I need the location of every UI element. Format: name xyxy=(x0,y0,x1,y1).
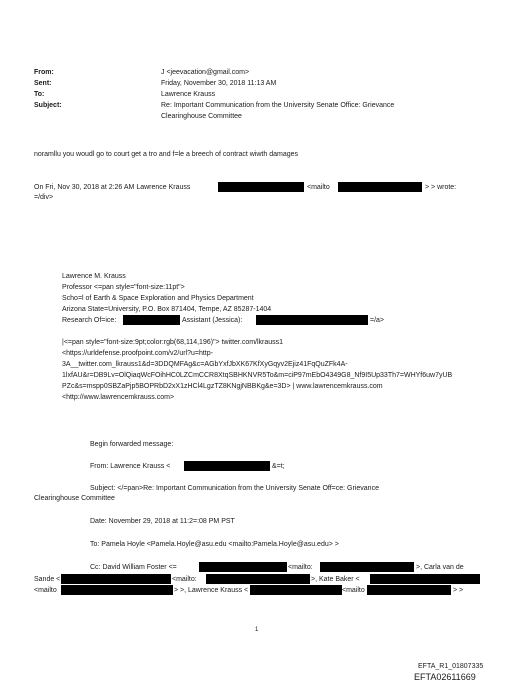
quote-header-start: On Fri, Nov 30, 2018 at 2:26 AM Lawrence Krauss xyxy=(34,184,191,191)
subject-label: Subject: xyxy=(34,102,62,109)
forwarded-cc-mailto: <mailto: xyxy=(288,564,313,571)
forwarded-cc2-kate: >, Kate Baker < xyxy=(311,576,360,583)
to-label: To: xyxy=(34,91,45,98)
signature-anchor-end: =/a> xyxy=(370,317,385,324)
redaction-box xyxy=(370,574,480,584)
forwarded-cc-end: >, Carla van de xyxy=(416,564,464,571)
forwarded-subject-line2: Clearinghouse Committee xyxy=(34,495,115,502)
reply-text: noramllu you woudl go to court get a tro and f=le a breech of contract wiwth damages xyxy=(34,151,299,158)
signature-name: Lawrence M. Krauss xyxy=(62,273,126,280)
footer-id-1: EFTA_R1_01807335 xyxy=(418,663,484,670)
redaction-box xyxy=(184,461,270,471)
twitter-line4: 1lxfAU&r=DB9Lv=OlQiaqWcFOihHC0LZCmCCR8XtqSBHKNVR5To&m=ciP97mEbO4349G8_Nf9I5Up33Th7=WHYf6uw7yUB xyxy=(62,372,453,379)
forwarded-date: Date: November 29, 2018 at 11:2=:08 PM PST xyxy=(90,518,235,525)
quote-header-wrote: > > wrote: xyxy=(425,184,457,191)
sent-label: Sent: xyxy=(34,80,52,87)
twitter-line2: <https://urldefense.proofpoint.com/v2/url?u=http- xyxy=(62,350,213,357)
redaction-box xyxy=(123,315,180,325)
forwarded-cc3-end: > > xyxy=(453,587,464,594)
forwarded-cc-start: Cc: David William Foster <= xyxy=(90,564,177,571)
forwarded-from-end: &=t; xyxy=(272,463,285,470)
footer-id-2: EFTA02611669 xyxy=(414,672,476,682)
redaction-box xyxy=(61,574,171,584)
forwarded-subject-line1: Subject: </=pan>Re: Important Communication from the University Senate Off=ce: Grievance xyxy=(90,485,379,492)
redaction-box xyxy=(367,585,451,595)
twitter-line6: <http://www.lawrencemkrauss.com> xyxy=(62,394,175,401)
redaction-box xyxy=(338,182,422,192)
page-number: 1 xyxy=(255,627,259,633)
redaction-box xyxy=(61,585,173,595)
forwarded-cc3-krauss: > >, Lawrence Krauss < xyxy=(174,587,249,594)
div-tag-text: =/div> xyxy=(34,194,54,201)
signature-school: Scho=l of Earth & Space Exploration and Physics Department xyxy=(62,295,254,302)
twitter-line5: PZc&s=mspp0SBZaPjp5BOPRbD2xX1zHCl4LgzTZ8KNgjNBBKg&e=3D> | www.lawrencemkrauss.com xyxy=(62,383,383,390)
redaction-box xyxy=(250,585,342,595)
signature-address: Arizona State=University, P.O. Box 871404, Tempe, AZ 85287-1404 xyxy=(62,306,272,313)
signature-assistant: Assistant (Jessica): xyxy=(182,317,243,324)
subject-value-line2: Clearinghouse Committee xyxy=(161,113,242,120)
from-label: From: xyxy=(34,69,54,76)
redaction-box xyxy=(206,574,310,584)
forwarded-cc2-start: Sande < xyxy=(34,576,61,583)
signature-research-office: Research Of=ice: xyxy=(62,317,117,324)
sent-value: Friday, November 30, 2018 11:13 AM xyxy=(161,80,277,87)
signature-title: Professor <=pan style="font-size:11pt"> xyxy=(62,284,185,291)
forwarded-to: To: Pamela Hoyle <Pamela.Hoyle@asu.edu <mailto:Pamela.Hoyle@asu.edu> > xyxy=(90,541,339,548)
to-value: Lawrence Krauss xyxy=(161,91,216,98)
subject-value-line1: Re: Important Communication from the University Senate Office: Grievance xyxy=(161,102,395,109)
redaction-box xyxy=(320,562,414,572)
redaction-box xyxy=(256,315,368,325)
quote-header-mailto: <mailto xyxy=(307,184,330,191)
forwarded-cc3-mailto2: <mailto xyxy=(342,587,365,594)
forwarded-begin: Begin forwarded message: xyxy=(90,441,174,448)
forwarded-cc2-mailto: <mailto: xyxy=(172,576,197,583)
redaction-box xyxy=(199,562,287,572)
redaction-box xyxy=(218,182,304,192)
twitter-line1: |<=pan style="font-size:9pt;color:rgb(68,114,196)"> twitter.com/lkrauss1 xyxy=(62,339,284,346)
from-value: J <jeevacation@gmail.com> xyxy=(161,69,250,76)
forwarded-cc3-mailto: <mailto xyxy=(34,587,57,594)
twitter-line3: 3A__twitter.com_lkrauss1&d=3DDQMFAg&c=AGbYxfJbXK67KfXyGqyv2Ejiz41FqQuZFk4A- xyxy=(62,361,348,368)
forwarded-from: From: Lawrence Krauss < xyxy=(90,463,171,470)
